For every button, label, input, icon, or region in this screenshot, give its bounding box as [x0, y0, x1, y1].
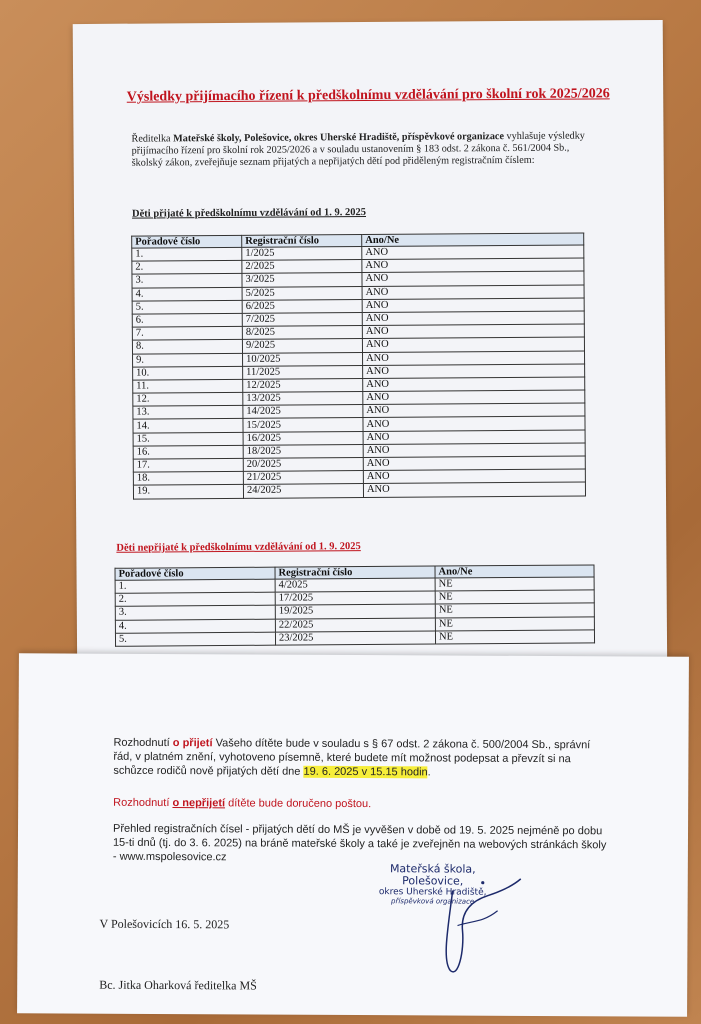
table-cell: 9/2025	[242, 339, 362, 353]
table-cell: 14/2025	[243, 405, 363, 419]
table-cell: ANO	[362, 337, 584, 352]
table-row	[115, 630, 594, 647]
decision-page	[17, 653, 689, 1017]
column-header: Ano/Ne	[362, 233, 584, 247]
p2-a: Rozhodnutí	[113, 796, 173, 810]
table-cell: ANO	[363, 351, 585, 366]
table-cell: 2.	[115, 592, 275, 606]
table-cell: ANO	[363, 377, 585, 392]
rejection-paragraph	[113, 796, 608, 813]
table-cell: 16/2025	[243, 431, 363, 445]
stamp-line: příspěvková organizace	[391, 897, 475, 906]
handwritten-signature	[412, 870, 533, 981]
table-cell: 4/2025	[275, 578, 435, 592]
table-cell: ANO	[363, 403, 585, 418]
table-cell: ANO	[363, 456, 585, 471]
table-cell: 17.	[133, 458, 243, 472]
table-cell: 24/2025	[243, 484, 363, 498]
school-name: Mateřské školy, Polešovice, okres Uherské Hradiště, příspěvkové organizace	[173, 131, 504, 145]
table-cell: 4.	[115, 619, 275, 633]
table-cell: 1.	[115, 579, 275, 593]
rejected-table-body	[115, 577, 594, 646]
p2-c: dítěte bude doručeno poštou.	[225, 797, 372, 811]
table-cell: ANO	[363, 390, 585, 405]
table-cell: ANO	[363, 443, 585, 458]
table-cell: 20/2025	[243, 458, 363, 472]
table-cell: ANO	[363, 364, 585, 379]
table-cell: 15/2025	[243, 418, 363, 432]
table-cell: 2/2025	[242, 260, 362, 274]
intro-text: vyhlašuje výsledky přijímacího řízení pro školní rok 2025/2026 a v souladu ustanovením § 183 odst. 2 zákona č. 561/2004 Sb., školský zákon, zveřejňuje seznam přijatých a nepřijatých dětí pod přiděleným registračním číslem:	[131, 130, 585, 169]
table-cell: 16.	[133, 445, 243, 459]
accepted-heading: Děti přijaté k předškolnímu vzdělávání od 1. 9. 2025	[131, 207, 367, 220]
table-cell: ANO	[363, 416, 585, 431]
table-cell: 18/2025	[243, 444, 363, 458]
table-cell: 12.	[133, 392, 243, 406]
column-header: Pořadové číslo	[115, 567, 275, 580]
table-cell: 10.	[133, 366, 243, 380]
table-cell: ANO	[362, 245, 584, 260]
table-cell: 8.	[132, 340, 242, 354]
stamp-line: Mateřská škola,	[389, 862, 476, 876]
table-cell: 5/2025	[242, 286, 362, 300]
meeting-date: 19. 6. 2025 v 15.15 hodin	[303, 765, 428, 779]
column-header: Pořadové číslo	[132, 235, 242, 248]
table-cell: 17/2025	[275, 591, 435, 605]
table-cell: 22/2025	[275, 618, 435, 632]
table-cell: 7/2025	[242, 312, 362, 326]
accepted-table	[131, 233, 586, 500]
table-cell: 1.	[132, 247, 242, 261]
table-cell: ANO	[363, 430, 585, 445]
table-cell: ANO	[362, 311, 584, 326]
table-cell: 2.	[132, 261, 242, 275]
table-cell: 11/2025	[243, 365, 363, 379]
table-cell: ANO	[363, 482, 585, 497]
table-cell: 9.	[133, 353, 243, 367]
table-cell: 14.	[133, 419, 243, 433]
table-cell: ANO	[363, 469, 585, 484]
table-cell: 19/2025	[275, 604, 435, 618]
stamp-line: Polešovice,	[402, 874, 464, 888]
p2-b: o nepřijetí	[172, 797, 226, 810]
table-cell: 3.	[132, 274, 242, 288]
signatory: Bc. Jitka Oharková ředitelka MŠ	[99, 977, 257, 993]
table-cell: ANO	[362, 298, 584, 313]
table-cell: ANO	[362, 258, 584, 273]
table-cell: ANO	[362, 324, 584, 339]
table-cell: 4.	[132, 287, 242, 301]
publication-paragraph: Přehled registračních čísel - přijatých dětí do MŠ je vyvěšen v době od 19. 5. 2025 nejméně po dobu 15-ti dnů (tj. do 3. 6. 2025) na bráně mateřské školy a také je zveřejněn na webových stránkách školy - www.mspolesovice.cz	[112, 822, 607, 864]
table-cell: 23/2025	[275, 631, 435, 645]
table-cell: 10/2025	[243, 352, 363, 366]
column-header: Registrační číslo	[242, 235, 362, 248]
rejected-heading: Děti nepřijaté k předškolnímu vzdělávání od 1. 9. 2025	[116, 541, 361, 554]
column-header: Ano/Ne	[435, 565, 594, 578]
table-cell: 6/2025	[242, 299, 362, 313]
table-cell: 8/2025	[242, 326, 362, 340]
table-cell: 5.	[132, 300, 242, 314]
table-cell: 7.	[132, 327, 242, 341]
p1-c: Vašeho dítěte bude v souladu s § 67 odst. 2 zákona č. 500/2004 Sb., správní řád, v platném znění, vyhotoveno písemně, které budete mít možnost podepsat a převzít si na schůzce rodičů nově přijatých dětí dne	[113, 737, 591, 778]
table-cell: 3/2025	[242, 273, 362, 287]
p1-end: .	[427, 766, 431, 779]
accepted-table-body	[132, 245, 586, 499]
p1-b: o přijetí	[172, 737, 213, 750]
table-cell: 5.	[115, 632, 275, 646]
p1-a: Rozhodnutí	[113, 736, 173, 750]
table-cell: 1/2025	[242, 247, 362, 261]
table-cell: 6.	[132, 313, 242, 327]
table-cell: 19.	[133, 485, 243, 499]
table-cell: NE	[435, 630, 594, 644]
column-header: Registrační číslo	[275, 566, 435, 579]
table-cell: 11.	[133, 379, 243, 393]
table-cell: NE	[435, 577, 594, 591]
table-cell: 3.	[115, 606, 275, 620]
stamp-line: okres Uherské Hradiště,	[378, 887, 487, 898]
table-cell: NE	[435, 603, 594, 617]
table-cell: 15.	[133, 432, 243, 446]
table-cell: ANO	[362, 285, 584, 300]
table-cell: NE	[435, 590, 594, 604]
table-row	[133, 482, 585, 498]
intro-prefix: Ředitelka	[131, 133, 174, 145]
place-date: V Polešovicích 16. 5. 2025	[99, 916, 230, 932]
table-cell: 13.	[133, 406, 243, 420]
table-cell: NE	[435, 617, 594, 631]
table-cell: 13/2025	[243, 392, 363, 406]
intro-paragraph	[131, 130, 601, 169]
page-title: Výsledky přijímacího řízení k předškolnímu vzdělávání pro školní rok 2025/2026	[126, 86, 610, 105]
table-cell: 18.	[133, 472, 243, 486]
table-cell: ANO	[362, 271, 584, 286]
acceptance-paragraph	[113, 736, 608, 781]
table-cell: 21/2025	[243, 471, 363, 485]
table-cell: 12/2025	[243, 378, 363, 392]
rejected-table	[115, 564, 596, 646]
results-page	[73, 20, 668, 684]
